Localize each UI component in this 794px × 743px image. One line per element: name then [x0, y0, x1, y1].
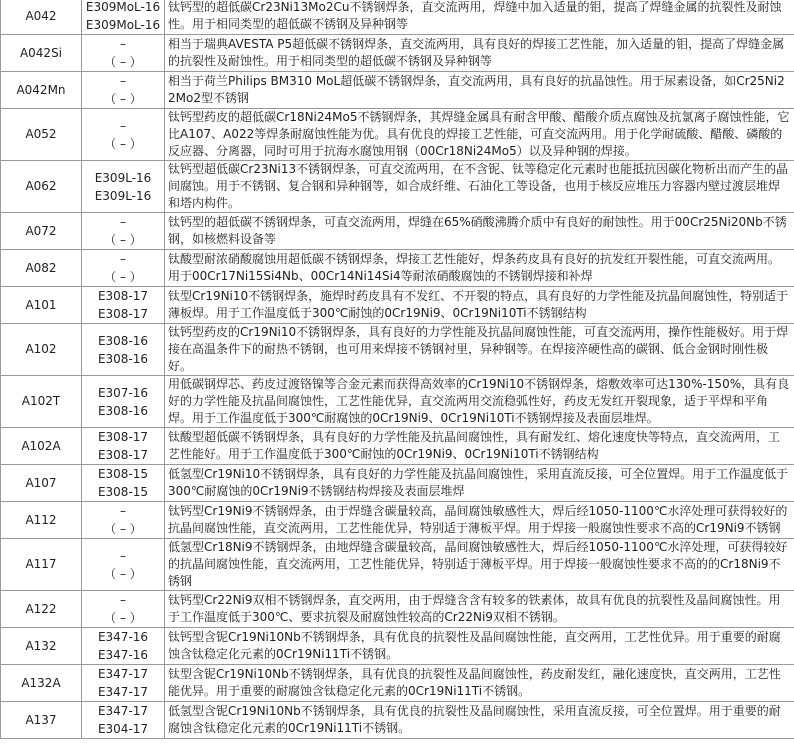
table-row — [1, 628, 794, 665]
standard-gb: （ – ） — [104, 611, 142, 625]
description-cell: 钛钙型的超低碳Cr23Ni13Mo2Cu不锈钢焊条，直交流两用，焊缝中加入适量的钼，提高了焊缝金属的抗裂性及耐蚀性。用于相同类型的超低碳不锈钢及异种钢等 — [165, 0, 794, 35]
standard-cell — [82, 628, 165, 665]
standard-aws: E347-16 — [97, 630, 149, 644]
table-row — [1, 109, 794, 161]
table-row — [1, 213, 794, 250]
description-cell: 钛型含铌Cr19Ni10Nb不锈钢焊条，具有优良的抗裂性及晶间腐蚀性，药皮耐发红，融化速度快，直交两用，工艺性能优异。用于重要的耐腐蚀含钛稳定化元素的0Cr19Ni11Ti不锈钢。 — [165, 665, 794, 702]
grade-cell: A122 — [1, 591, 82, 628]
description-cell: 钛钙型Cr19Ni9不锈钢焊条，由于焊缝含碳量较高，晶间腐蚀敏感性大，焊后经1050-1100℃水淬处理可获得较好的抗晶间腐蚀性能，直交流两用，工艺性能优异，特别适于薄板平焊。用于焊接一般腐蚀性要求不高的Cr19Ni9不锈钢 — [165, 502, 794, 539]
standard-cell — [82, 702, 165, 739]
standard-aws: E347-17 — [97, 667, 149, 681]
standard-gb: E309L-16 — [94, 188, 152, 203]
standard-gb: （ – ） — [104, 522, 142, 536]
standard-cell — [82, 665, 165, 702]
standard-aws: – — [120, 252, 126, 266]
description-cell: 钛酸型耐浓硝酸腐蚀用超低碳不锈钢焊条，焊接工艺性能好，焊条药皮具有良好的抗发红开裂性能，可直交流两用。用于00Cr17Ni15Si4Nb、00Cr14Ni14Si4等耐浓硝酸腐蚀的不锈钢焊接和补焊 — [165, 250, 794, 287]
standard-gb: E347-16 — [97, 648, 149, 662]
standard-aws: E309L-16 — [94, 170, 152, 185]
description-cell: 钛钙型药皮的超低碳Cr18Ni24Mo5不锈钢焊条，其焊缝金属具有耐含甲酸、醋酸介质点腐蚀及抗氯离子腐蚀性能，它比A107、A022等焊条耐腐蚀性能为优。具有优良的焊接工艺性能，可直交流两用。用于化学耐硫酸、醋酸、磷酸的反应器、分离器，同时可用于抗海水腐蚀用钢（00Cr18Ni24Mo5）以及异种钢的焊接。 — [165, 109, 794, 161]
table-row — [1, 161, 794, 213]
standard-cell — [82, 35, 165, 72]
description-cell: 钛酸型超低碳不锈钢焊条，具有良好的力学性能及抗晶间腐蚀性，具有耐发红、熔化速度快等特点，直交流两用，工艺性能好。用于工作温度低于300℃耐蚀的0Cr19Ni9、0Cr19Ni10Ti不锈钢结构 — [165, 428, 794, 465]
table-row — [1, 502, 794, 539]
standard-aws: E307-16 — [97, 385, 149, 400]
standard-cell — [82, 0, 165, 35]
grade-cell: A117 — [1, 539, 82, 591]
grade-cell: A102T — [1, 376, 82, 428]
standard-gb: E308-16 — [97, 351, 149, 366]
standard-aws: – — [120, 504, 126, 518]
standard-cell — [82, 250, 165, 287]
grade-cell: A082 — [1, 250, 82, 287]
description-cell: 钛型Cr19Ni10不锈钢焊条，施焊时药皮具有不发红、不开裂的特点，具有良好的力学性能及抗晶间腐蚀性，特别适于薄板焊。用于工作温度低于300℃耐蚀的0Cr19Ni9、0Cr19Ni10Ti不锈钢结构 — [165, 287, 794, 324]
standard-gb: E308-16 — [97, 403, 149, 418]
description-cell: 低氢型Cr18Ni9不锈钢焊条，由地焊缝含碳量较高，晶间腐蚀敏感性大，焊后经1050-1100℃水淬处理，可获得较好的抗晶间腐蚀性能，直交流两用，工艺性能优异，特别适于薄板平焊。用于焊接一般腐蚀性要求不高的的Cr18Ni9不锈钢 — [165, 539, 794, 591]
standard-cell — [82, 287, 165, 324]
standard-gb: （ – ） — [104, 233, 142, 247]
grade-cell: A042Si — [1, 35, 82, 72]
grade-cell: A132A — [1, 665, 82, 702]
standard-gb: E304-17 — [97, 722, 149, 736]
standard-cell — [82, 428, 165, 465]
standard-gb: （ – ） — [104, 270, 142, 284]
standard-gb: E308-17 — [97, 307, 149, 321]
table-row — [1, 287, 794, 324]
standard-aws: E308-16 — [97, 333, 149, 348]
electrode-table-body — [1, 0, 794, 739]
grade-cell: A042 — [1, 0, 82, 35]
standard-aws: E309MoL-16 — [85, 0, 161, 14]
grade-cell: A112 — [1, 502, 82, 539]
standard-cell — [82, 539, 165, 591]
standard-cell — [82, 591, 165, 628]
standard-gb: E308-17 — [97, 448, 149, 462]
standard-gb: （ – ） — [104, 566, 142, 581]
grade-cell: A042Mn — [1, 72, 82, 109]
standard-gb: （ – ） — [104, 92, 142, 106]
table-row — [1, 539, 794, 591]
standard-cell — [82, 72, 165, 109]
table-row — [1, 0, 794, 35]
description-cell: 钛钙型含铌Cr19Ni10Nb不锈钢焊条，具有优良的抗裂性及晶间腐蚀性能，直交两用，工艺性优异。用于重要的耐腐蚀含钛稳定化元素的0Cr19Ni11Ti不锈钢。 — [165, 628, 794, 665]
description-cell: 钛钙型Cr22Ni9双相不锈钢焊条，直交两用，由于焊缝含含有较多的铁素体，故具有优良的抗裂性及晶间腐蚀性。用于工作温度低于300℃、要求抗裂及耐腐蚀性较高的Cr22Ni9双相不锈钢。 — [165, 591, 794, 628]
standard-aws: – — [120, 118, 126, 133]
standard-aws: – — [120, 215, 126, 229]
grade-cell: A102A — [1, 428, 82, 465]
standard-aws: E347-17 — [97, 704, 149, 718]
standard-aws: – — [120, 74, 126, 88]
table-row — [1, 324, 794, 376]
standard-aws: – — [120, 593, 126, 607]
table-row — [1, 250, 794, 287]
table-row — [1, 465, 794, 502]
table-row — [1, 665, 794, 702]
description-cell: 低氢型含铌Cr19Ni10Nb不锈钢焊条，具有优良的抗裂性及晶间腐蚀性，采用直流反接，可全位置焊。用于重要的耐腐蚀含钛稳定化元素的0Cr19Ni11Ti不锈钢。 — [165, 702, 794, 739]
standard-cell — [82, 502, 165, 539]
standard-aws: E308-17 — [97, 430, 149, 444]
standard-gb: （ – ） — [104, 136, 142, 151]
standard-cell — [82, 161, 165, 213]
description-cell: 钛钙型药皮的Cr19Ni10不锈钢焊条，具有良好的力学性能及抗晶间腐蚀性能，可直交流两用，操作性能极好。用于焊接在高温条件下的耐热不锈钢，也可用来焊接不锈钢衬里，异种钢等。在焊接淬硬性高的碳钢、低合金钢时刚性极好。 — [165, 324, 794, 376]
standard-cell — [82, 376, 165, 428]
grade-cell: A062 — [1, 161, 82, 213]
grade-cell: A102 — [1, 324, 82, 376]
table-row — [1, 702, 794, 739]
grade-cell: A137 — [1, 702, 82, 739]
standard-gb: E309MoL-16 — [85, 18, 161, 32]
table-row — [1, 72, 794, 109]
description-cell: 钛钙型超低碳Cr23Ni13不锈钢焊条，可直交流两用，在不含铌、钛等稳定化元素时也能抵抗因碳化物析出而产生的晶间腐蚀。用于不锈钢、复合钢和异种钢等，如合成纤维、石油化工等设备，也用于核反应堆压力容器内壁过渡层堆焊和塔内构件。 — [165, 161, 794, 213]
description-cell: 相当于荷兰Philips BM310 MoL超低碳不锈钢焊条，直交流两用，具有良好的抗晶蚀性。用于尿素设备，如Cr25Ni22Mo2型不锈钢 — [165, 72, 794, 109]
grade-cell: A107 — [1, 465, 82, 502]
standard-cell — [82, 465, 165, 502]
standard-aws: – — [120, 548, 126, 563]
description-cell: 用低碳钢焊芯、药皮过渡铬镍等合金元素而获得高效率的Cr19Ni10不锈钢焊条，熔敷效率可达130%-150%，具有良好的力学性能及抗晶间腐蚀性，工艺性能优异，直交流两用交流稳弧性好，药皮无发红开裂现象，适于平焊和平角焊。用于工作温度低于300℃耐腐蚀的0Cr19Ni9、0Cr19Ni10Ti不锈钢焊接及表面层堆焊。 — [165, 376, 794, 428]
grade-cell: A132 — [1, 628, 82, 665]
description-cell: 低氢型Cr19Ni10不锈钢焊条，具有良好的力学性能及抗晶间腐蚀性，采用直流反接，可全位置焊。用于工作温度低于300℃耐腐蚀的0Cr19Ni9不锈钢结构焊接及表面层堆焊 — [165, 465, 794, 502]
table-row — [1, 591, 794, 628]
table-row — [1, 428, 794, 465]
grade-cell: A072 — [1, 213, 82, 250]
grade-cell: A101 — [1, 287, 82, 324]
standard-cell — [82, 324, 165, 376]
grade-cell: A052 — [1, 109, 82, 161]
description-cell: 钛钙型的超低碳不锈钢焊条，可直交流两用，焊缝在65%硝酸沸腾介质中有良好的耐蚀性。用于00Cr25Ni20Nb不锈钢，如核燃料设备等 — [165, 213, 794, 250]
table-row — [1, 35, 794, 72]
standard-gb: E347-17 — [97, 685, 149, 699]
standard-gb: （ – ） — [104, 55, 142, 69]
standard-cell — [82, 213, 165, 250]
description-cell: 相当于瑞典AVESTA P5超低碳不锈钢焊条，直交流两用，具有良好的焊接工艺性能，加入适量的钼，提高了焊缝金属的抗裂性及耐蚀性。用于相同类型的超低碳不锈钢及异种钢等 — [165, 35, 794, 72]
standard-aws: – — [120, 37, 126, 51]
standard-aws: E308-17 — [97, 289, 149, 303]
standard-aws: E308-15 — [97, 467, 149, 481]
standard-cell — [82, 109, 165, 161]
standard-gb: E308-15 — [97, 485, 149, 499]
table-row — [1, 376, 794, 428]
